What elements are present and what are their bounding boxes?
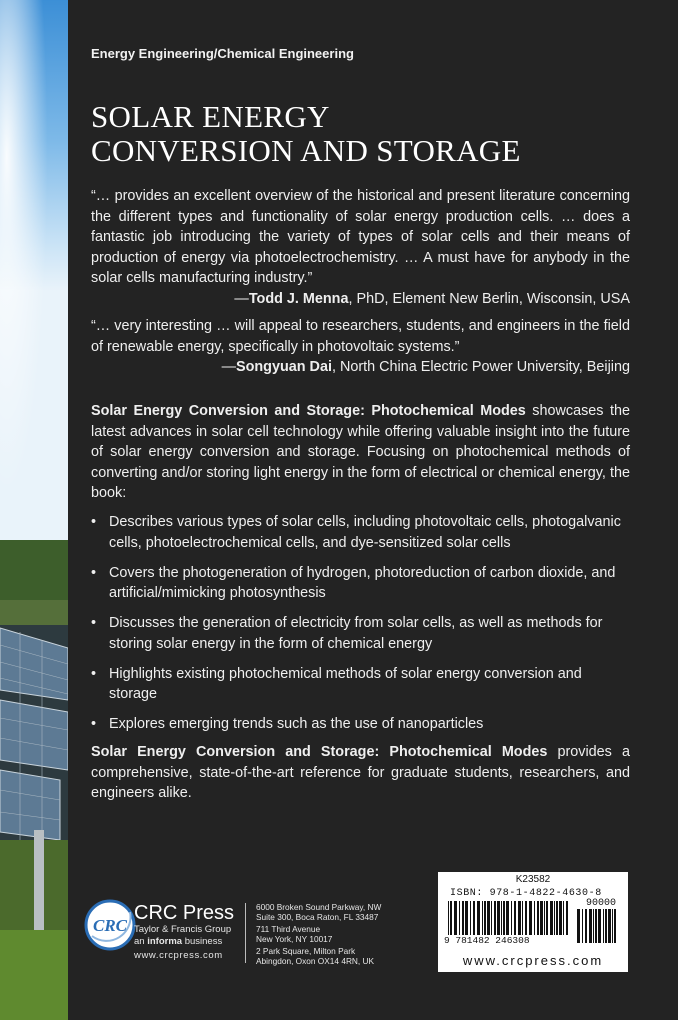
- barcode-bar: [595, 909, 597, 943]
- barcode-bar: [566, 901, 568, 935]
- barcode-bar: [497, 901, 500, 935]
- ean-barcode-bars: [448, 901, 572, 935]
- barcode-bar: [559, 901, 562, 935]
- list-item: • Explores emerging trends such as the use of nanoparticles: [91, 714, 630, 735]
- barcode-bar: [540, 901, 543, 935]
- barcode-bar: [582, 909, 583, 943]
- price-addon-code: 90000: [586, 898, 617, 909]
- back-cover-panel: [68, 0, 678, 1020]
- barcode-bar: [484, 901, 486, 935]
- barcode-bar: [593, 909, 594, 943]
- solar-panel-photo: [0, 0, 68, 1020]
- publisher-parent: an informa business: [134, 936, 223, 947]
- barcode-bar: [491, 901, 492, 935]
- barcode-bar: [473, 901, 475, 935]
- barcode-bar: [511, 901, 512, 935]
- barcode-bar: [605, 909, 607, 943]
- review-quote-1: [91, 186, 630, 309]
- barcode-bar: [522, 901, 523, 935]
- quote-text: “… provides an excellent overview of the historical and present literature concerning the different types and functionality of solar energy production cells. … does a fantastic job introducing the variety of types of solar cells and their means of production of energy via photoelectrochemistry. … A must have for anybody in the solar cells manufacturing industry.”: [91, 188, 630, 286]
- reviewer-affiliation: , PhD, Element New Berlin, Wisconsin, USA: [348, 290, 630, 307]
- barcode-bar: [563, 901, 564, 935]
- publisher-group: Taylor & Francis Group: [134, 924, 232, 935]
- barcode-bar: [525, 901, 527, 935]
- barcode-bar: [612, 909, 613, 943]
- isbn-text: ISBN: 978-1-4822-4630-8: [450, 888, 602, 899]
- barcode-bar: [454, 901, 457, 935]
- title-line-1: SOLAR ENERGY: [91, 99, 330, 134]
- crc-press-logo: [82, 894, 142, 954]
- list-item: • Discusses the generation of electricity from solar cells, as well as methods for storing solar energy in the form of chemical energy: [91, 613, 630, 654]
- address-boca-raton: 6000 Broken Sound Parkway, NW Suite 300, Boca Raton, FL 33487: [256, 902, 382, 922]
- addon-barcode-bars: [577, 909, 619, 943]
- book-title: [91, 100, 521, 168]
- description-closing: Solar Energy Conversion and Storage: Photochemical Modes provides a comprehensive, state-of-the-art reference for graduate students, researchers, and engineers alike.: [91, 744, 630, 801]
- barcode-bar: [462, 901, 464, 935]
- publisher-name: CRC Press: [134, 902, 235, 924]
- barcode-bar: [487, 901, 490, 935]
- book-name-bold: Solar Energy Conversion and Storage: Photochemical Modes: [91, 403, 526, 419]
- description-intro: Solar Energy Conversion and Storage: Photochemical Modes showcases the latest advances in solar cell technology while offering valuable insight into the future of solar energy conversion and storage. Focusing on photochemical methods of converting and/or storing light energy in the form of electrical or chemical energy, the book:: [91, 403, 630, 501]
- barcode-bar: [534, 901, 535, 935]
- review-quote-2: [91, 316, 630, 378]
- catalog-code: K23582: [515, 874, 551, 885]
- barcode-bar: [482, 901, 483, 935]
- address-new-york: 711 Third Avenue New York, NY 10017: [256, 924, 333, 944]
- barcode-url: www.crcpress.com: [462, 953, 604, 968]
- barcode-bar: [459, 901, 460, 935]
- barcode-bar: [544, 901, 545, 935]
- barcode-bar: [556, 901, 558, 935]
- list-item: • Covers the photogeneration of hydrogen, photoreduction of carbon dioxide, and artificial/mimicking photosynthesis: [91, 563, 630, 604]
- barcode-bar: [585, 909, 587, 943]
- barcode-bar: [598, 909, 601, 943]
- barcode-bar: [554, 901, 555, 935]
- barcode-bar: [589, 909, 592, 943]
- barcode-bar: [506, 901, 509, 935]
- barcode-bar: [614, 909, 616, 943]
- subject-category: Energy Engineering/Chemical Engineering: [91, 46, 354, 61]
- barcode-bar: [537, 901, 539, 935]
- quote-text: “… very interesting … will appeal to researchers, students, and engineers in the field of renewable energy, specifically in photovoltaic systems.”: [91, 318, 630, 355]
- feature-list: [91, 512, 630, 744]
- reviewer-affiliation: , North China Electric Power University, Beijing: [331, 359, 630, 375]
- footer-divider: [245, 903, 246, 963]
- quote-attribution: —Songyuan Dai, North China Electric Power University, Beijing: [221, 359, 630, 375]
- reviewer-name: Todd J. Menna: [248, 290, 349, 307]
- isbn-barcode: [438, 872, 628, 972]
- list-item: • Describes various types of solar cells, including photovoltaic cells, photogalvanic cells, photoelectrochemical cells, and dye-sensitized solar cells: [91, 512, 630, 553]
- barcode-bar: [514, 901, 516, 935]
- barcode-bar: [550, 901, 553, 935]
- reviewer-name: Songyuan Dai: [236, 359, 332, 375]
- barcode-bar: [465, 901, 468, 935]
- publisher-url[interactable]: www.crcpress.com: [134, 950, 223, 961]
- barcode-bar: [477, 901, 480, 935]
- quote-attribution: —Todd J. Menna, PhD, Element New Berlin, Wisconsin, USA: [234, 290, 630, 307]
- barcode-bar: [494, 901, 496, 935]
- barcode-bar: [450, 901, 452, 935]
- barcode-bar: [577, 909, 580, 943]
- list-item: • Highlights existing photochemical methods of solar energy conversion and storage: [91, 664, 630, 705]
- title-line-2: CONVERSION AND STORAGE: [91, 133, 521, 168]
- barcode-bar: [501, 901, 502, 935]
- barcode-bar: [503, 901, 505, 935]
- barcode-bar: [608, 909, 611, 943]
- barcode-bar: [603, 909, 604, 943]
- barcode-bar: [470, 901, 471, 935]
- svg-text:CRC: CRC: [92, 916, 128, 935]
- barcode-bar: [546, 901, 548, 935]
- barcode-bar: [529, 901, 532, 935]
- address-abingdon: 2 Park Square, Milton Park Abingdon, Oxon OX14 4RN, UK: [256, 946, 375, 966]
- book-name-bold: Solar Energy Conversion and Storage: Photochemical Modes: [91, 744, 548, 760]
- ean-digits: 9 781482 246308: [444, 935, 530, 946]
- barcode-bar: [448, 901, 449, 935]
- publisher-addresses: [256, 903, 381, 969]
- publisher-block: [134, 902, 234, 948]
- barcode-bar: [518, 901, 521, 935]
